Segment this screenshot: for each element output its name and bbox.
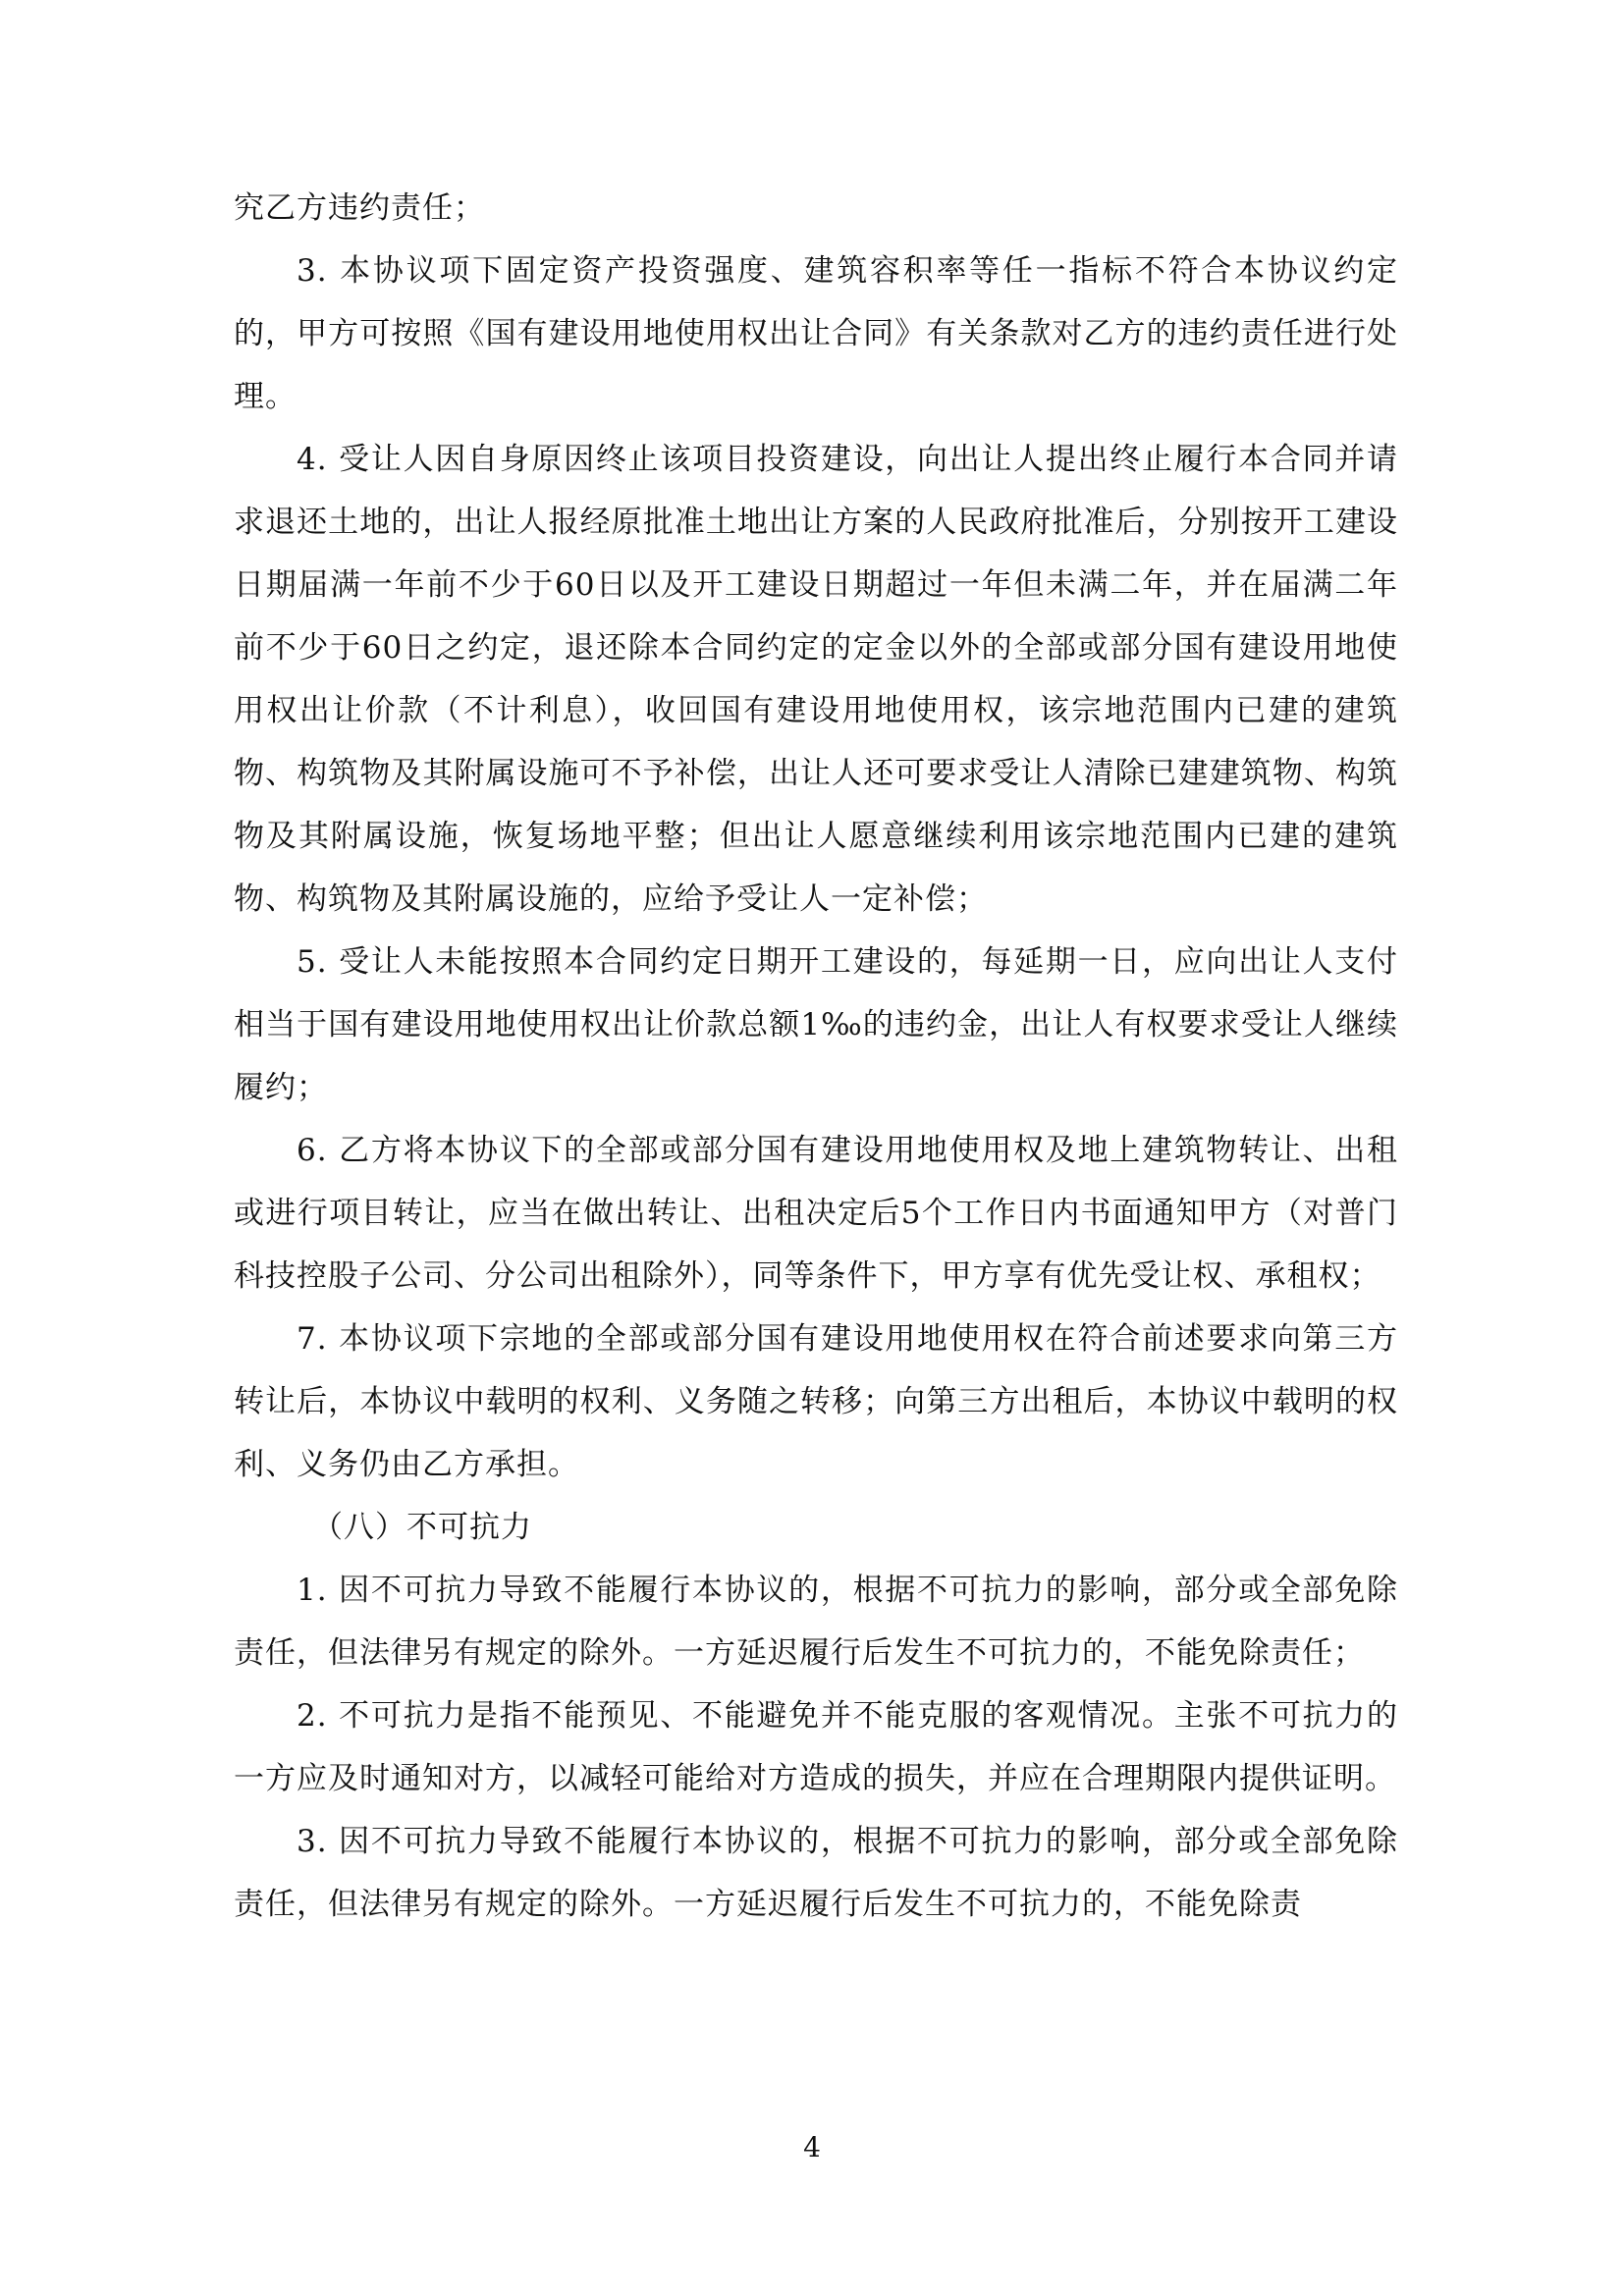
force-majeure-clause-1: 1. 因不可抗力导致不能履行本协议的，根据不可抗力的影响，部分或全部免除责任，但法律另有规定的除外。一方延迟履行后发生不可抗力的，不能免除责任； bbox=[234, 1573, 1398, 1671]
force-majeure-clause-3: 3. 因不可抗力导致不能履行本协议的，根据不可抗力的影响，部分或全部免除责任，但法律另有规定的除外。一方延迟履行后发生不可抗力的，不能免除责 bbox=[234, 1824, 1398, 1922]
clause-4: 4. 受让人因自身原因终止该项目投资建设，向出让人提出终止履行本合同并请求退还土地的，出让人报经原批准土地出让方案的人民政府批准后，分别按开工建设日期届满一年前不少于60日以及开工建设日期超过一年但未满二年，并在届满二年前不少于60日之约定，退还除本合同约定的定金以外的全部或部分国有建设用地使用权出让价款（不计利息），收回国有建设用地使用权，该宗地范围内已建的建筑物、构筑物及其附属设施可不予补偿，出让人还可要求受让人清除已建建筑物、构筑物及其附属设施，恢复场地平整；但出让人愿意继续利用该宗地范围内已建的建筑物、构筑物及其附属设施的，应给予受让人一定补偿； bbox=[234, 442, 1398, 917]
force-majeure-clause-2: 2. 不可抗力是指不能预见、不能避免并不能克服的客观情况。主张不可抗力的一方应及时通知对方，以减轻可能给对方造成的损失，并应在合理期限内提供证明。 bbox=[234, 1698, 1398, 1796]
clause-6: 6. 乙方将本协议下的全部或部分国有建设用地使用权及地上建筑物转让、出租或进行项目转让，应当在做出转让、出租决定后5个工作日内书面通知甲方（对普门科技控股子公司、分公司出租除外），同等条件下，甲方享有优先受让权、承租权； bbox=[234, 1133, 1398, 1294]
clause-7: 7. 本协议项下宗地的全部或部分国有建设用地使用权在符合前述要求向第三方转让后，本协议中载明的权利、义务随之转移；向第三方出租后，本协议中载明的权利、义务仍由乙方承担。 bbox=[234, 1321, 1398, 1482]
clause-3: 3. 本协议项下固定资产投资强度、建筑容积率等任一指标不符合本协议约定的，甲方可按照《国有建设用地使用权出让合同》有关条款对乙方的违约责任进行处理。 bbox=[234, 253, 1398, 414]
clause-5: 5. 受让人未能按照本合同约定日期开工建设的，每延期一日，应向出让人支付相当于国有建设用地使用权出让价款总额1‰的违约金，出让人有权要求受让人继续履约； bbox=[234, 944, 1398, 1105]
document-body bbox=[234, 177, 1398, 1936]
section-heading: （八）不可抗力 bbox=[312, 1510, 532, 1545]
paragraph-continuation: 究乙方违约责任； bbox=[234, 190, 485, 226]
page-number: 4 bbox=[803, 2131, 821, 2163]
